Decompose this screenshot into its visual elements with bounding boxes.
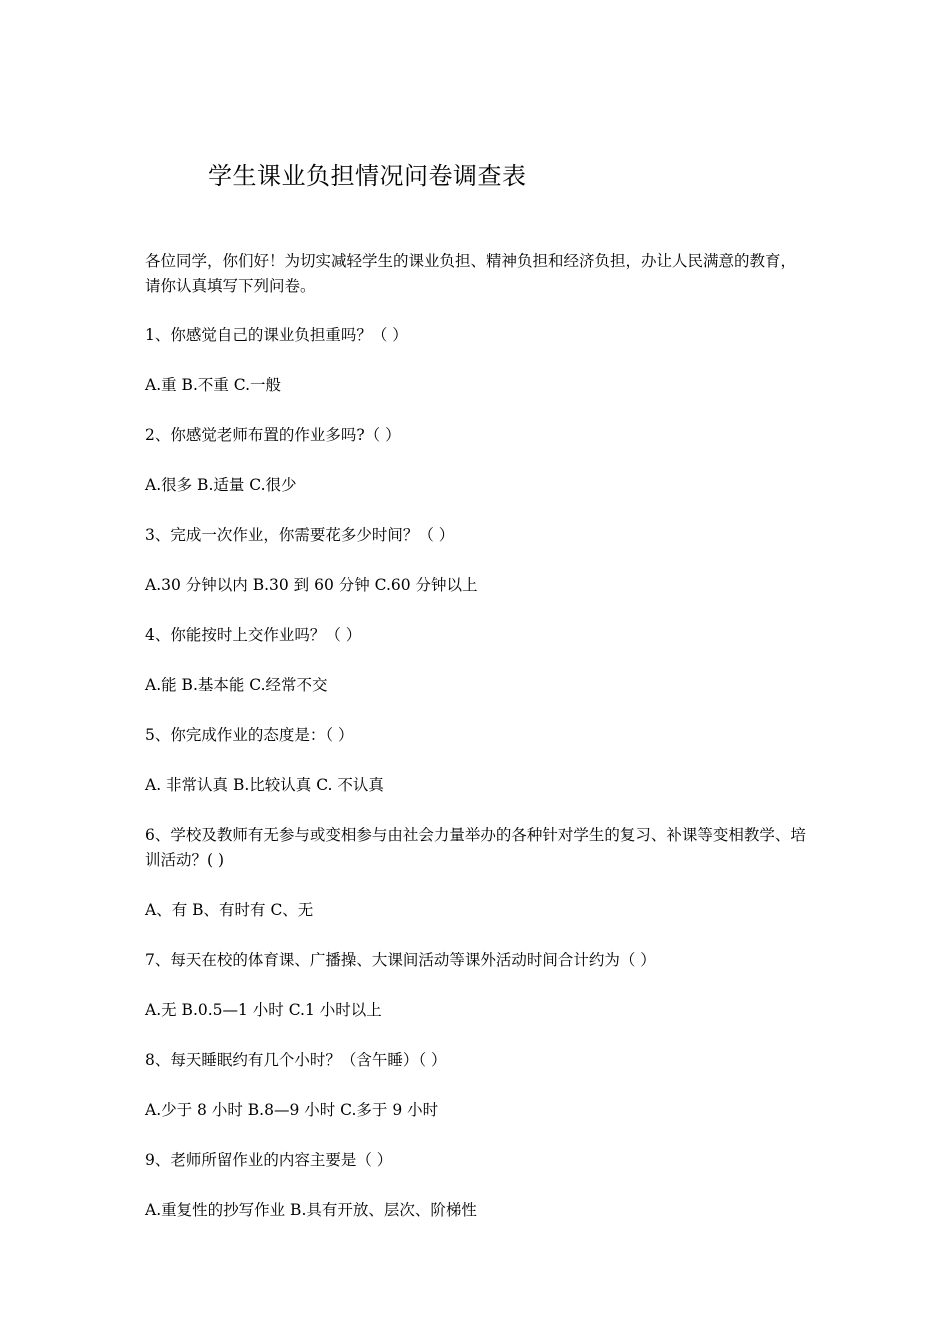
options-4: A.能 B.基本能 C.经常不交	[145, 676, 328, 694]
question-7: 7、每天在校的体育课、广播操、大课间活动等课外活动时间合计约为（ ）	[145, 951, 656, 969]
question-4: 4、你能按时上交作业吗？（ ）	[145, 626, 362, 644]
question-6: 6、学校及教师有无参与或变相参与由社会力量举办的各种针对学生的复习、补课等变相教学、培训活动？( )	[145, 826, 806, 869]
question-1: 1、你感觉自己的课业负担重吗？（ ）	[145, 326, 408, 344]
options-1: A.重 B.不重 C.一般	[145, 376, 282, 394]
options-6: A、有 B、有时有 C、无	[145, 901, 314, 919]
question-list	[145, 323, 815, 1223]
question-3: 3、完成一次作业，你需要花多少时间？（ ）	[145, 526, 455, 544]
options-5: A. 非常认真 B.比较认真 C. 不认真	[145, 776, 384, 794]
intro-paragraph: 各位同学，你们好！为切实减轻学生的课业负担、精神负担和经济负担，办让人民满意的教育，请你认真填写下列问卷。	[145, 252, 797, 295]
question-5: 5、你完成作业的态度是：（ ）	[145, 726, 354, 744]
question-9: 9、老师所留作业的内容主要是（ ）	[145, 1151, 393, 1169]
document-title: 学生课业负担情况问卷调查表	[208, 162, 527, 190]
question-8: 8、每天睡眠约有几个小时？（含午睡）（ ）	[145, 1051, 447, 1069]
options-3: A.30 分钟以内 B.30 到 60 分钟 C.60 分钟以上	[145, 576, 478, 594]
options-9: A.重复性的抄写作业 B.具有开放、层次、阶梯性	[145, 1201, 477, 1219]
question-2: 2、你感觉老师布置的作业多吗?（ ）	[145, 426, 401, 444]
options-8: A.少于 8 小时 B.8—9 小时 C.多于 9 小时	[145, 1101, 439, 1119]
options-2: A.很多 B.适量 C.很少	[145, 476, 297, 494]
options-7: A.无 B.0.5—1 小时 C.1 小时以上	[145, 1001, 382, 1019]
